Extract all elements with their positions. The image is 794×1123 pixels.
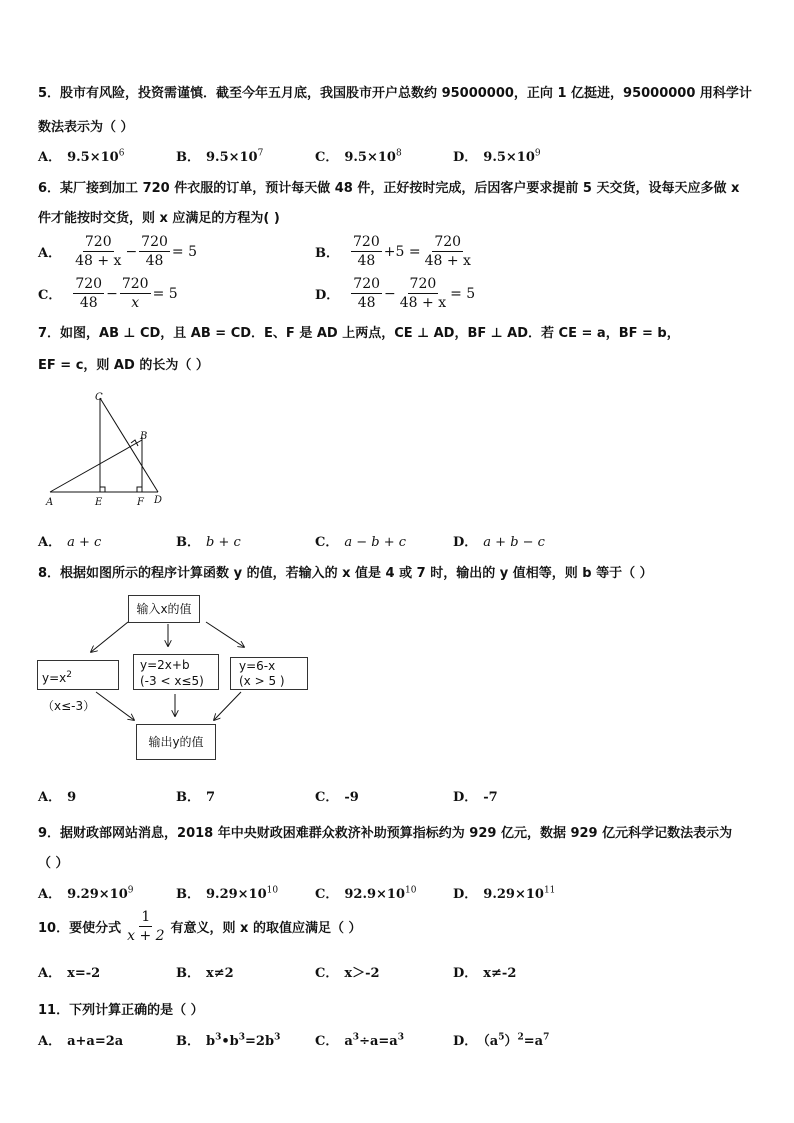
fraction: $\frac{720}{48 + x}$ bbox=[75, 234, 122, 269]
arrow-from-right-branch bbox=[214, 692, 241, 720]
q5-option-d[interactable] bbox=[453, 146, 541, 165]
branch-box-mid: y=2x+b (-3 < x≤5) bbox=[133, 654, 219, 690]
minus-sign: − bbox=[125, 243, 138, 260]
q8-option-a[interactable] bbox=[38, 786, 76, 805]
q6-stem-line2: 件才能按时交货，则 x 应满足的方程为( ) bbox=[38, 211, 280, 226]
option-label: B． bbox=[176, 887, 200, 902]
option-label: A． bbox=[38, 246, 62, 261]
branch-box-right: y=6-x (x > 5 ) bbox=[230, 657, 308, 690]
minus-sign: − bbox=[106, 285, 118, 302]
option-value: a + b − c bbox=[483, 535, 545, 550]
option-exponent: 7 bbox=[257, 148, 264, 159]
point-label-c: C bbox=[95, 392, 103, 403]
q9-option-c[interactable] bbox=[315, 883, 416, 902]
option-label: C． bbox=[315, 790, 339, 805]
option-value: -9 bbox=[344, 790, 359, 805]
option-value: $(a^5)^2=a^7$ bbox=[483, 1032, 550, 1049]
equals-five: = 5 bbox=[171, 243, 197, 260]
option-label: C． bbox=[315, 1034, 339, 1049]
q5-option-a[interactable] bbox=[38, 146, 124, 165]
option-value: 9.5×10 bbox=[67, 150, 119, 165]
q11-stem: 11．下列计算正确的是（ ） bbox=[38, 1003, 204, 1018]
q9-stem-line1: 9．据财政部网站消息，2018 年中央财政困难群众救济补助预算指标约为 929 亿元，数据 929 亿元科学记数法表示为 bbox=[38, 826, 733, 841]
q5-stem-line1: 5．股市有风险，投资需谨慎．截至今年五月底，我国股市开户总数约 95000000，正向 1 亿挺进，95000000 用科学计 bbox=[38, 86, 752, 101]
option-value: 9.29×10 bbox=[67, 887, 128, 902]
option-label: B． bbox=[176, 535, 200, 550]
right-angle-e bbox=[100, 487, 105, 492]
q5-option-c[interactable] bbox=[315, 146, 402, 165]
option-exponent: 8 bbox=[395, 148, 402, 159]
option-label: D． bbox=[453, 1034, 478, 1049]
point-label-e: E bbox=[95, 497, 103, 508]
option-label: D． bbox=[315, 288, 340, 303]
q6-option-c[interactable] bbox=[38, 275, 178, 312]
line-ab bbox=[50, 440, 142, 492]
q11-option-a[interactable] bbox=[38, 1030, 123, 1049]
option-label: C． bbox=[315, 535, 339, 550]
option-value: x=-2 bbox=[67, 966, 101, 981]
option-label: D． bbox=[453, 966, 478, 981]
q5-stem-line2: 数法表示为（ ） bbox=[38, 120, 134, 135]
q6-stem-line1: 6．某厂接到加工 720 件衣服的订单，预计每天做 48 件，正好按时完成，后因客户要求提前 5 天交货，设每天应多做 x bbox=[38, 181, 740, 196]
q11-option-d[interactable] bbox=[453, 1030, 549, 1049]
option-label: C． bbox=[315, 150, 339, 165]
equals-five: = 5 bbox=[152, 285, 178, 302]
q9-stem-line2: （ ） bbox=[38, 856, 69, 871]
fraction: $\frac{720}{48}$ bbox=[353, 234, 380, 269]
option-label: B． bbox=[176, 1034, 200, 1049]
option-value: x≠-2 bbox=[483, 966, 517, 981]
fraction: $\frac{720}{48}$ bbox=[353, 276, 381, 311]
option-label: A． bbox=[38, 966, 62, 981]
option-value: 92.9×10 bbox=[344, 887, 406, 902]
option-value: a + c bbox=[67, 535, 102, 550]
q7-option-d[interactable] bbox=[453, 531, 545, 550]
option-value: a+a=2a bbox=[67, 1034, 124, 1049]
q10-stem-post: 有意义，则 x 的取值应满足（ ） bbox=[170, 921, 362, 936]
option-value: x≠2 bbox=[206, 966, 234, 981]
q8-option-b[interactable] bbox=[176, 786, 215, 805]
option-label: B． bbox=[176, 966, 200, 981]
q6-option-d[interactable] bbox=[315, 275, 475, 312]
q10-option-a[interactable] bbox=[38, 962, 100, 981]
q6-option-b[interactable] bbox=[315, 233, 473, 270]
option-label: D． bbox=[453, 887, 478, 902]
option-label: D． bbox=[453, 790, 478, 805]
q10-option-d[interactable] bbox=[453, 962, 516, 981]
option-exponent: 10 bbox=[405, 885, 417, 896]
option-exponent: 9 bbox=[534, 148, 541, 159]
q10-option-c[interactable] bbox=[315, 962, 380, 981]
arrow-from-left-branch bbox=[96, 692, 134, 720]
q7-option-a[interactable] bbox=[38, 531, 101, 550]
geometry-figure bbox=[40, 385, 180, 510]
option-value: 9 bbox=[67, 790, 77, 805]
point-label-d: D bbox=[154, 495, 163, 506]
branch-box-left: $y=x^2(x\le-3)$ bbox=[37, 660, 119, 690]
option-label: C． bbox=[315, 887, 339, 902]
q10-option-b[interactable] bbox=[176, 962, 234, 981]
fraction: $\frac{720}{x}$ bbox=[121, 276, 149, 311]
arrow-to-right-branch bbox=[206, 622, 244, 647]
option-value: x＞-2 bbox=[344, 966, 380, 981]
option-value: $b^3•b^3=2b^3$ bbox=[206, 1032, 281, 1049]
input-box: 输入x的值 bbox=[128, 595, 200, 623]
fraction: $\frac{720}{48}$ bbox=[75, 276, 103, 311]
point-label-b: B bbox=[140, 431, 148, 442]
line-cd bbox=[100, 398, 158, 492]
fraction: $\frac{720}{48}$ bbox=[141, 234, 168, 269]
plus-five-equals: +5 = bbox=[383, 243, 421, 260]
option-exponent: 10 bbox=[266, 885, 279, 896]
q9-option-a[interactable] bbox=[38, 883, 133, 902]
option-label: A． bbox=[38, 535, 62, 550]
option-label: B． bbox=[176, 790, 200, 805]
q5-option-b[interactable] bbox=[176, 146, 263, 165]
option-value: $a^3\div a=a^3$ bbox=[344, 1032, 404, 1049]
point-label-a: A bbox=[46, 497, 54, 508]
option-exponent: 11 bbox=[543, 885, 556, 896]
option-label: C． bbox=[38, 288, 62, 303]
option-label: D． bbox=[453, 150, 478, 165]
fraction: $\frac{720}{48 + x}$ bbox=[399, 276, 447, 311]
q10-stem-pre: 10．要使分式 bbox=[38, 921, 122, 936]
q8-option-d[interactable] bbox=[453, 786, 498, 805]
option-value: b + c bbox=[206, 535, 241, 550]
q10-fraction: $\frac{1}{x + 2}$ bbox=[127, 909, 165, 944]
option-label: A． bbox=[38, 887, 62, 902]
q8-option-c[interactable] bbox=[315, 786, 359, 805]
q7-option-c[interactable] bbox=[315, 531, 406, 550]
option-value: 9.5×10 bbox=[206, 150, 258, 165]
option-value: a − b + c bbox=[344, 535, 407, 550]
equals-five: = 5 bbox=[450, 285, 476, 302]
output-box: 输出y的值 bbox=[136, 724, 216, 760]
right-angle-f bbox=[137, 487, 142, 492]
q11-option-c[interactable] bbox=[315, 1030, 404, 1049]
option-label: B． bbox=[176, 150, 200, 165]
q7-stem-line2: EF = c，则 AD 的长为（ ） bbox=[38, 358, 209, 373]
q7-option-b[interactable] bbox=[176, 531, 241, 550]
option-label: A． bbox=[38, 790, 62, 805]
fraction: $\frac{720}{48 + x}$ bbox=[424, 234, 471, 269]
option-label: B． bbox=[315, 246, 339, 261]
q8-stem-line1: 8．根据如图所示的程序计算函数 y 的值，若输入的 x 值是 4 或 7 时，输出的 y 值相等，则 b 等于（ ） bbox=[38, 566, 653, 581]
option-value: 9.29×10 bbox=[206, 887, 267, 902]
option-value: -7 bbox=[483, 790, 498, 805]
option-label: D． bbox=[453, 535, 478, 550]
q10-stem bbox=[38, 908, 362, 945]
option-exponent: 6 bbox=[118, 148, 125, 159]
q9-option-b[interactable] bbox=[176, 883, 278, 902]
option-label: A． bbox=[38, 1034, 62, 1049]
option-label: A． bbox=[38, 150, 62, 165]
option-value: 9.29×10 bbox=[483, 887, 544, 902]
point-label-f: F bbox=[137, 497, 144, 508]
option-value: 9.5×10 bbox=[483, 150, 535, 165]
option-label: C． bbox=[315, 966, 339, 981]
option-exponent: 9 bbox=[127, 885, 134, 896]
q11-option-b[interactable] bbox=[176, 1030, 280, 1049]
q6-option-a[interactable] bbox=[38, 233, 197, 270]
q7-stem-line1: 7．如图，AB ⊥ CD，且 AB = CD．E、F 是 AD 上两点，CE ⊥ AD，BF ⊥ AD．若 CE = a，BF = b， bbox=[38, 326, 680, 341]
option-value: 7 bbox=[206, 790, 216, 805]
option-value: 9.5×10 bbox=[344, 150, 396, 165]
arrow-to-left-branch bbox=[91, 622, 128, 652]
minus-sign: − bbox=[384, 285, 396, 302]
q9-option-d[interactable] bbox=[453, 883, 555, 902]
